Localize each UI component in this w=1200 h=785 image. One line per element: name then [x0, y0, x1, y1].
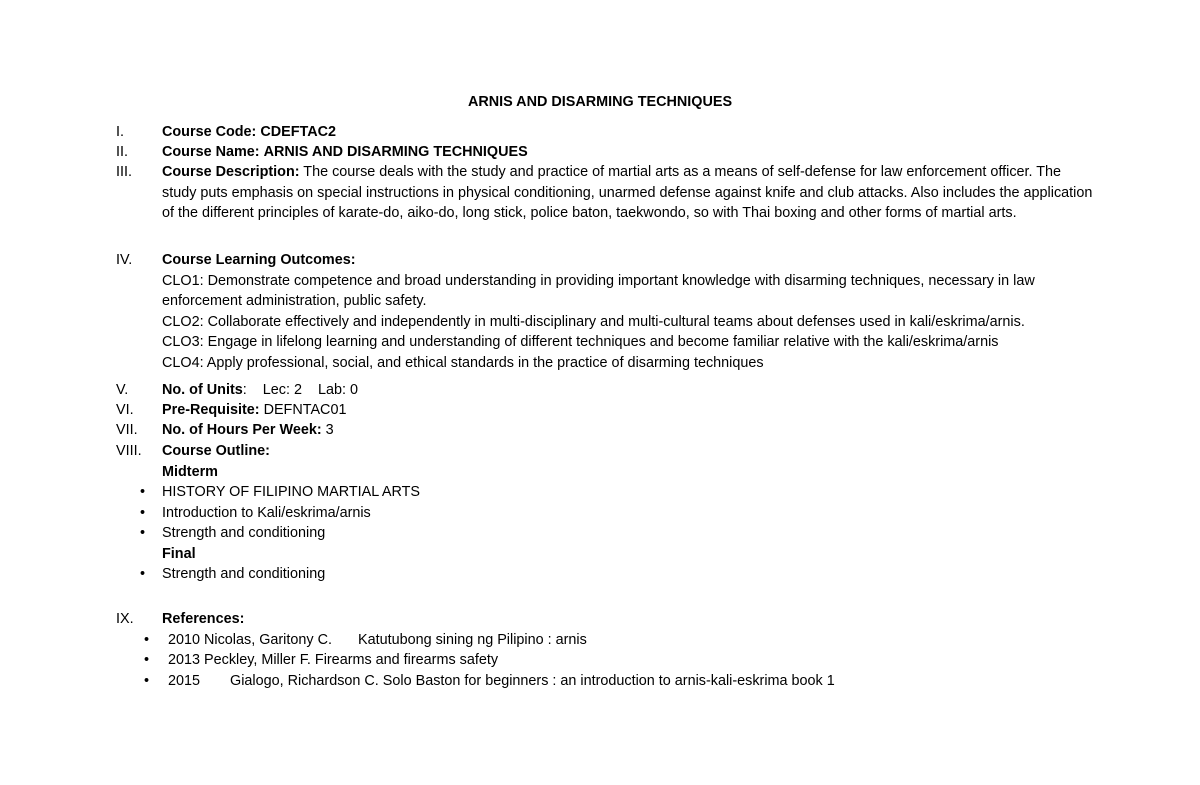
- bullet-icon: •: [140, 525, 146, 541]
- bullet-icon: •: [140, 484, 146, 500]
- section-hours-per-week: [116, 420, 1096, 441]
- outline-item: • HISTORY OF FILIPINO MARTIAL ARTS: [116, 482, 1096, 503]
- section-number: VI.: [116, 402, 134, 418]
- bullet-icon: •: [144, 652, 150, 668]
- section-number: I.: [116, 124, 124, 140]
- document-title: ARNIS AND DISARMING TECHNIQUES: [467, 94, 733, 110]
- reference-year: 2013: [168, 652, 201, 668]
- section-prerequisite: [116, 400, 1096, 421]
- outcome-item: CLO3: Engage in lifelong learning and understanding of different techniques and become familiar relative with the kali/eskrima/arnis: [162, 334, 999, 350]
- reference-item: [116, 650, 1096, 671]
- section-number: V.: [116, 382, 129, 398]
- outcome-item: CLO2: Collaborate effectively and independently in multi-disciplinary and multi-cultural teams about defenses used in kali/eskrima/arnis.: [162, 313, 1025, 330]
- hours-value: 3: [325, 422, 334, 438]
- bullet-icon: •: [140, 504, 146, 521]
- final-heading: Final: [162, 545, 196, 562]
- outcome-item: CLO1: Demonstrate competence and broad understanding in providing important knowledge with disarming techniques, necessary in law enforcement administration, public safety.: [162, 272, 1035, 309]
- outcome-item: CLO4: Apply professional, social, and ethical standards in the practice of disarming techniques: [162, 354, 764, 371]
- course-outline-label: Course Outline:: [162, 443, 270, 459]
- outline-item: • Strength and conditioning: [116, 523, 1096, 544]
- hours-label: No. of Hours Per Week:: [162, 422, 322, 438]
- prerequisite-value: DEFNTAC01: [263, 402, 347, 418]
- outline-item: • Strength and conditioning: [116, 564, 1096, 585]
- outline-item: • Introduction to Kali/eskrima/arnis: [116, 503, 1096, 524]
- course-description-text: The course deals with the study and practice of martial arts as a means of self-defense for law enforcement officer. The study puts emphasis on special instructions in physical conditioning, unarmed defense against knife and club attacks. Also includes the application of the different principles of karate-do, aiko-do, long stick, police baton, taekwondo, so with Thai boxing and other forms of martial arts.: [162, 164, 1093, 221]
- section-number: III.: [116, 164, 132, 180]
- section-course-code: [116, 122, 1096, 143]
- section-references: [116, 609, 1096, 691]
- reference-item: [116, 671, 1096, 692]
- section-course-description: [116, 162, 1096, 224]
- units-lab: Lab: 0: [317, 382, 358, 398]
- course-name-value: ARNIS AND DISARMING TECHNIQUES: [263, 144, 528, 160]
- section-number: VII.: [116, 422, 138, 438]
- reference-author: Gialogo, Richardson C.: [230, 672, 379, 689]
- section-number: VIII.: [116, 443, 142, 459]
- bullet-icon: •: [144, 672, 150, 689]
- reference-title: Firearms and firearms safety: [314, 652, 499, 668]
- section-number: II.: [116, 144, 128, 160]
- section-units: [116, 380, 1096, 401]
- bullet-icon: •: [144, 631, 150, 648]
- reference-author: Nicolas, Garitony C.: [204, 631, 332, 648]
- course-code-label: Course Code:: [162, 124, 257, 140]
- section-number: IV.: [116, 252, 133, 268]
- units-lec: Lec: 2: [262, 382, 302, 398]
- reference-year: 2010: [168, 631, 201, 648]
- reference-author: Peckley, Miller F.: [204, 652, 311, 668]
- course-name-label: Course Name:: [162, 144, 260, 160]
- bullet-icon: •: [140, 566, 146, 582]
- course-description-label: Course Description:: [162, 164, 300, 180]
- prerequisite-label: Pre-Requisite:: [162, 402, 260, 418]
- section-course-outline: [116, 441, 1096, 585]
- units-colon: :: [242, 382, 247, 398]
- course-code-value: CDEFTAC2: [260, 124, 337, 140]
- section-course-name: [116, 142, 1096, 163]
- references-label: References:: [162, 611, 245, 627]
- reference-title: Solo Baston for beginners : an introduction to arnis-kali-eskrima book 1: [382, 672, 835, 689]
- reference-year: 2015: [168, 672, 201, 689]
- units-label: No. of Units: [162, 382, 243, 398]
- learning-outcomes-label: Course Learning Outcomes:: [162, 252, 356, 268]
- reference-title: Katutubong sining ng Pilipino : arnis: [357, 631, 587, 648]
- midterm-heading: Midterm: [162, 463, 218, 480]
- section-learning-outcomes: [116, 250, 1096, 373]
- section-number: IX.: [116, 611, 134, 627]
- reference-item: [116, 630, 1096, 651]
